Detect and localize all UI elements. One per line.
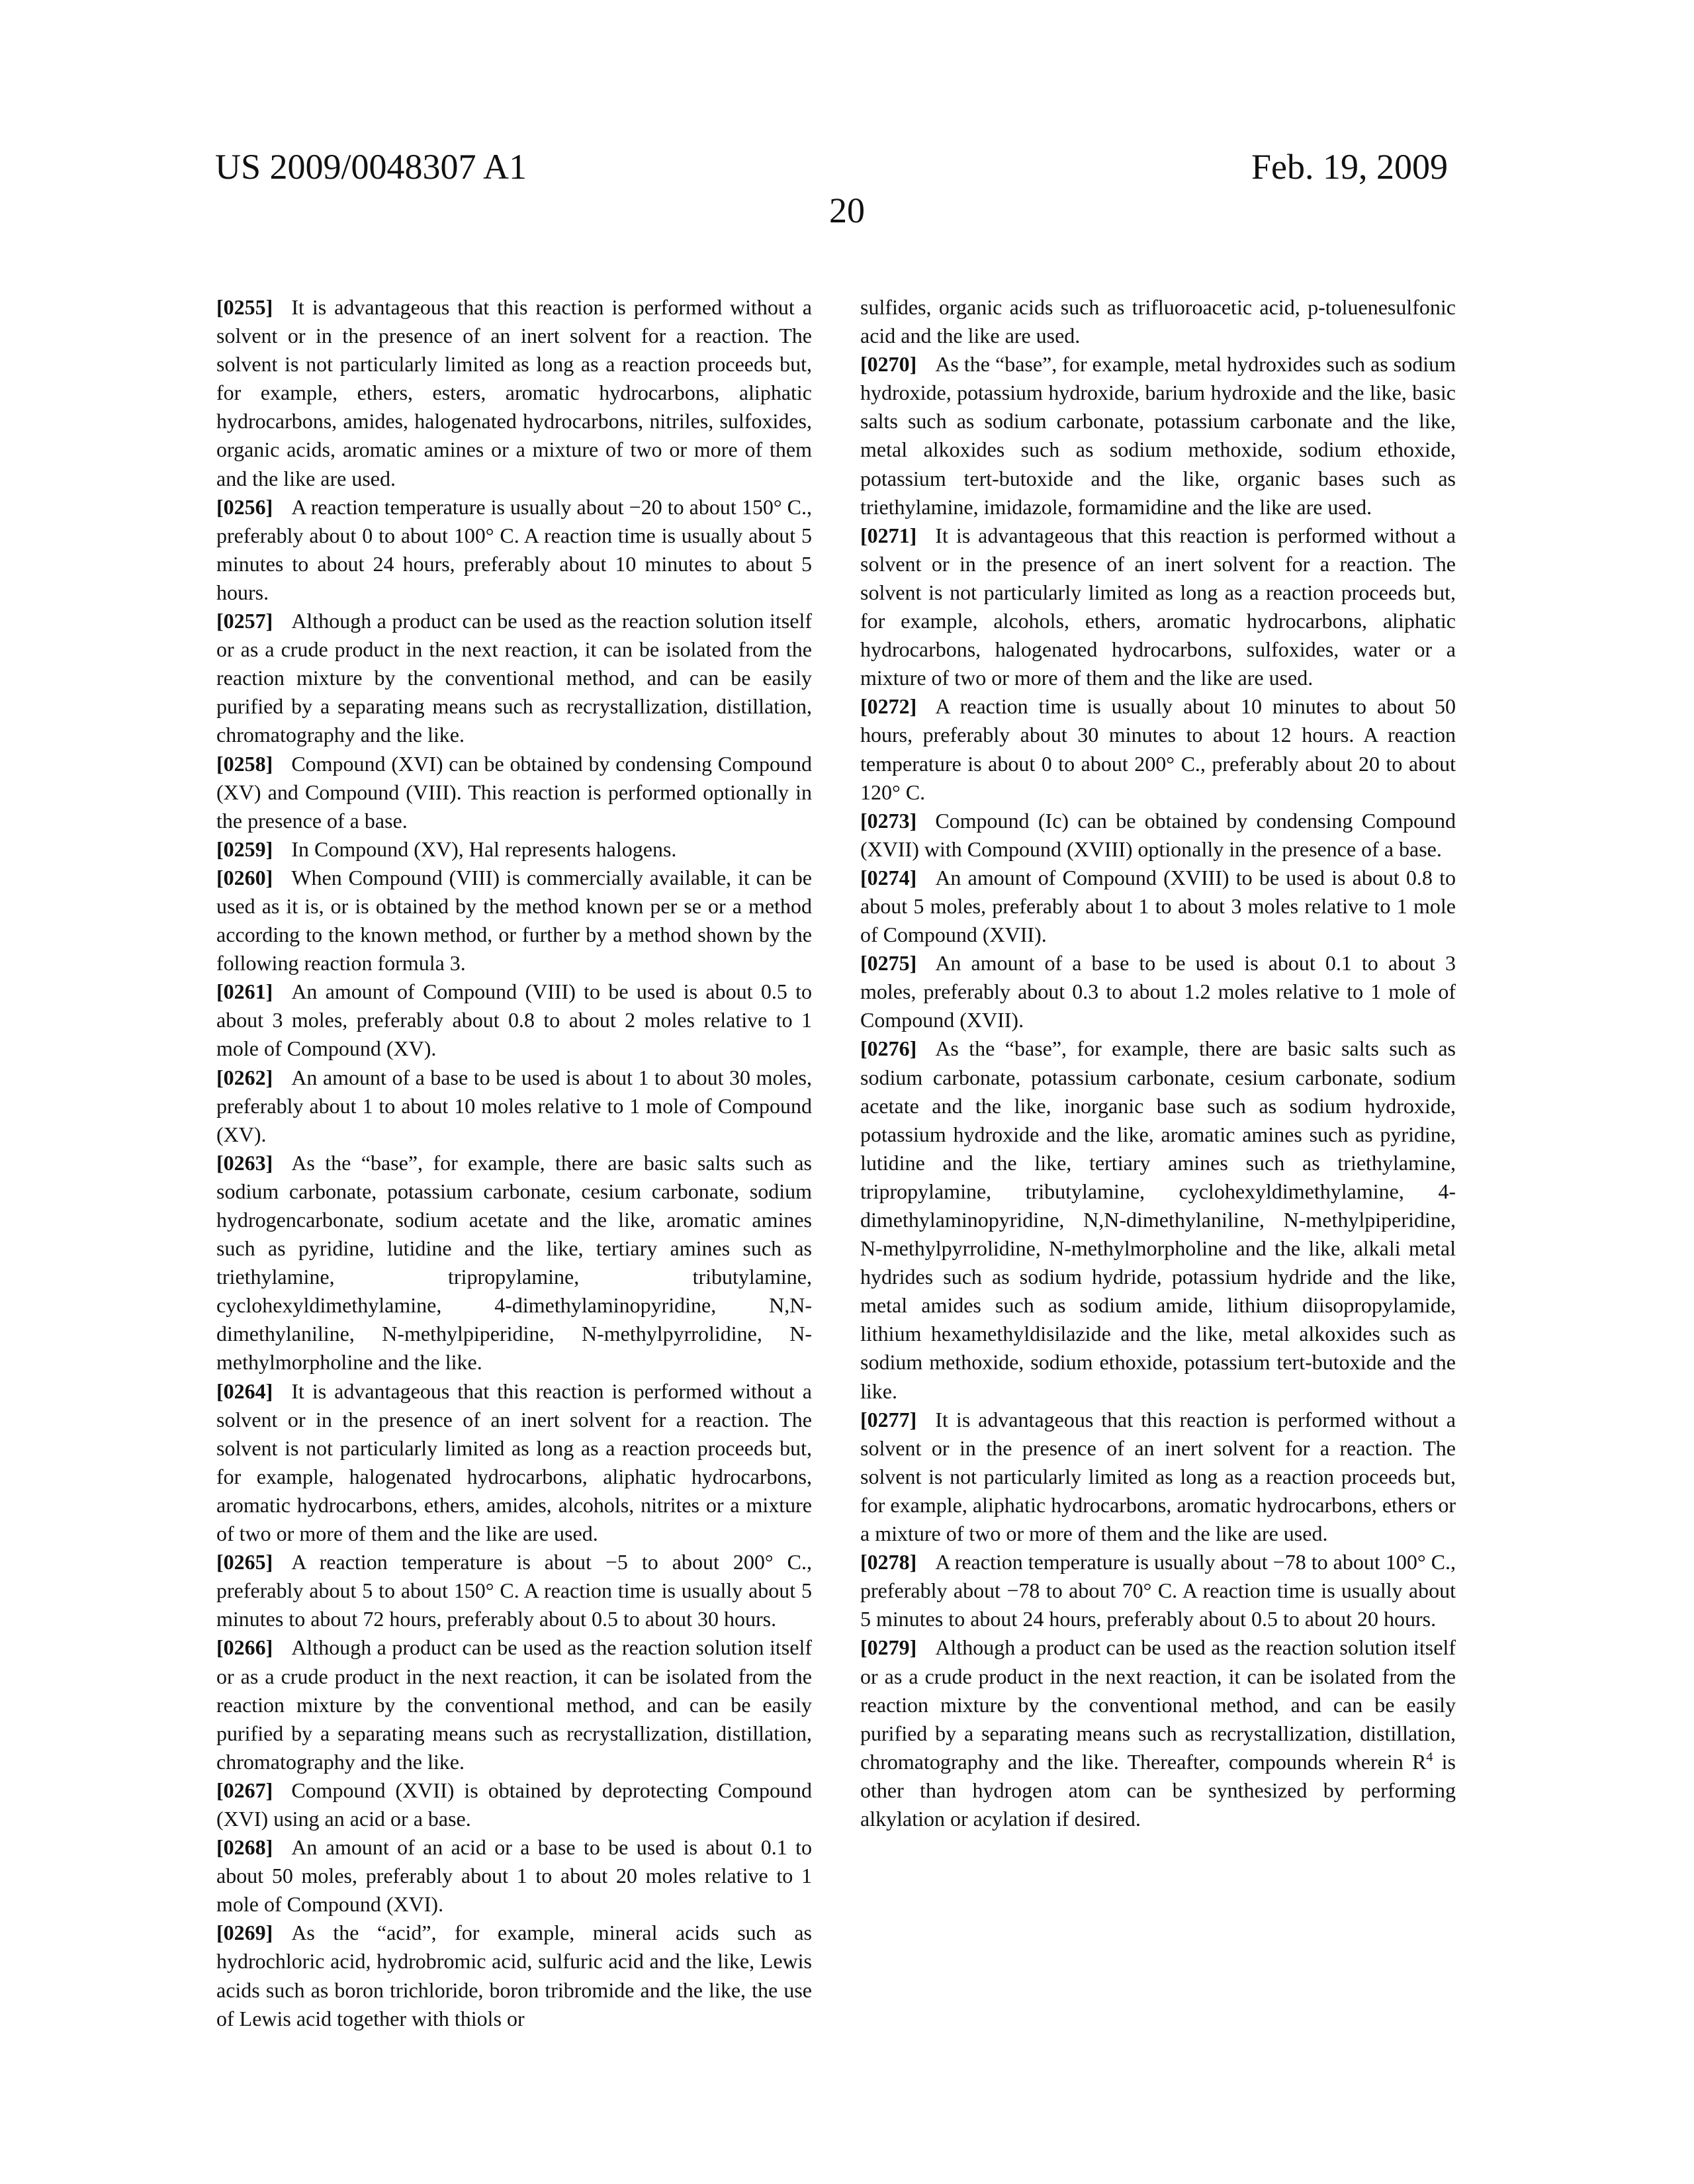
paragraph-number: [0258] [216,752,273,776]
paragraph-text: A reaction temperature is about −5 to about 200° C., preferably about 5 to about 150° C. A reaction time is usually about 5 minutes to about 72 hours, preferably about 0.5 to about 30 hours. [216,1550,812,1631]
paragraph [860,293,1456,350]
paragraph [216,1377,812,1549]
paragraph-number: [0269] [216,1921,273,1944]
paragraph-text: An amount of Compound (VIII) to be used is about 0.5 to about 3 moles, preferably about 0.8 to about 2 moles relative to 1 mole of Compound (XV). [216,979,812,1060]
paragraph [216,864,812,978]
paragraph-text: Although a product can be used as the reaction solution itself or as a crude product in the next reaction, it can be isolated from the reaction mixture by the conventional method, and can be easily purified by a separating means such as recrystallization, distillation, chromatography and the like. Thereafter, compounds wherein R [860,1635,1456,1773]
paragraph [860,522,1456,693]
paragraph [216,835,812,864]
paragraph-number: [0279] [860,1635,916,1659]
paragraph [860,1548,1456,1633]
paragraph-number: [0276] [860,1036,916,1060]
paragraph-number: [0267] [216,1778,273,1802]
paragraph [860,1406,1456,1548]
superscript: 4 [1426,1750,1433,1764]
paragraph [216,750,812,835]
paragraph-number: [0266] [216,1635,273,1659]
paragraph-text: It is advantageous that this reaction is performed without a solvent or in the presence of an inert solvent for a reaction. The solvent is not particularly limited as long as a reaction proceeds but, for example, alcohols, ethers, aromatic hydrocarbons, aliphatic hydrocarbons, halogenated hydrocarbons, sulfoxides, water or a mixture of two or more of them and the like are used. [860,523,1456,690]
paragraph-text: In Compound (XV), Hal represents halogens. [291,837,676,861]
paragraph-text: Although a product can be used as the reaction solution itself or as a crude product in the next reaction, it can be isolated from the reaction mixture by the conventional method, and can be easily purified by a separating means such as recrystallization, distillation, chromatography and the like. [216,609,812,747]
paragraph-text: Compound (XVII) is obtained by deprotecting Compound (XVI) using an acid or a base. [216,1778,812,1831]
paragraph-number: [0264] [216,1379,273,1403]
paragraph-text: An amount of Compound (XVIII) to be used is about 0.8 to about 5 moles, preferably about 1 to about 3 moles relative to 1 mole of Compound (XVII). [860,866,1456,946]
paragraph-text: It is advantageous that this reaction is performed without a solvent or in the presence of an inert solvent for a reaction. The solvent is not particularly limited as long as a reaction proceeds but, for example, aliphatic hydrocarbons, aromatic hydrocarbons, ethers or a mixture of two or more of them and the like are used. [860,1408,1456,1545]
paragraph [216,1149,812,1377]
paragraph [860,692,1456,806]
right-column [860,293,1456,1833]
paragraph [216,1548,812,1633]
paragraph [216,1919,812,2032]
paragraph [860,949,1456,1034]
left-column [216,293,812,2033]
paragraph [216,493,812,607]
paragraph-number: [0259] [216,837,273,861]
paragraph [216,607,812,749]
paragraph [860,1034,1456,1405]
paragraph-number: [0271] [860,523,916,547]
paragraph-text: A reaction time is usually about 10 minutes to about 50 hours, preferably about 30 minutes to about 12 hours. A reaction temperature is about 0 to about 200° C., preferably about 20 to about 120° C. [860,694,1456,803]
publication-date: Feb. 19, 2009 [1251,147,1448,187]
publication-number: US 2009/0048307 A1 [215,147,527,187]
paragraph-number: [0272] [860,694,916,718]
paragraph-number: [0278] [860,1550,916,1574]
paragraph [216,978,812,1063]
paragraph-text: An amount of an acid or a base to be used is about 0.1 to about 50 moles, preferably about 1 to about 20 moles relative to 1 mole of Compound (XVI). [216,1835,812,1916]
paragraph-number: [0277] [860,1408,916,1432]
paragraph-text: A reaction temperature is usually about −20 to about 150° C., preferably about 0 to about 100° C. A reaction time is usually about 5 minutes to about 24 hours, preferably about 10 minutes to about 5 hours. [216,495,812,604]
paragraph [860,864,1456,949]
paragraph-number: [0273] [860,809,916,833]
paragraph-number: [0270] [860,352,916,376]
paragraph-text: An amount of a base to be used is about 1 to about 30 moles, preferably about 1 to about 10 moles relative to 1 mole of Compound (XV). [216,1066,812,1146]
paragraph-text: A reaction temperature is usually about −78 to about 100° C., preferably about −78 to about 70° C. A reaction time is usually about 5 minutes to about 24 hours, preferably about 0.5 to about 20 hours. [860,1550,1456,1631]
paragraph [860,350,1456,522]
paragraph-text: As the “base”, for example, there are basic salts such as sodium carbonate, potassium carbonate, cesium carbonate, sodium hydrogencarbonate, sodium acetate and the like, aromatic amines such as pyridine, lutidine and the like, tertiary amines such as triethylamine, tripropylamine, tributylamine, cyclohexyldimethylamine, 4-dimethylaminopyridine, N,N-dimethylaniline, N-methylpiperidine, N-methylpyrrolidine, N-methylmorpholine and the like. [216,1151,812,1375]
paragraph-text: As the “base”, for example, there are basic salts such as sodium carbonate, potassium carbonate, cesium carbonate, sodium acetate and the like, inorganic base such as sodium hydroxide, potassium hydroxide and the like, aromatic amines such as pyridine, lutidine and the like, tertiary amines such as triethylamine, tripropylamine, tributylamine, cyclohexyldimethylamine, 4-dimethylaminopyridine, N,N-dimethylaniline, N-methylpiperidine, N-methylpyrrolidine, N-methylmorpholine and the like, alkali metal hydrides such as sodium hydride, potassium hydride and the like, metal amides such as sodium amide, lithium diisopropylamide, lithium hexamethyldisilazide and the like, metal alkoxides such as sodium methoxide, sodium ethoxide, potassium tert-butoxide and the like. [860,1036,1456,1402]
paragraph-text: As the “acid”, for example, mineral acids such as hydrochloric acid, hydrobromic acid, sulfuric acid and the like, Lewis acids such as boron trichloride, boron tribromide and the like, the use of Lewis acid together with thiols or [216,1921,812,2030]
paragraph-text: It is advantageous that this reaction is performed without a solvent or in the presence of an inert solvent for a reaction. The solvent is not particularly limited as long as a reaction proceeds but, for example, halogenated hydrocarbons, aliphatic hydrocarbons, aromatic hydrocarbons, ethers, amides, alcohols, nitrites or a mixture of two or more of them and the like are used. [216,1379,812,1545]
paragraph [860,807,1456,864]
paragraph-text: As the “base”, for example, metal hydroxides such as sodium hydroxide, potassium hydroxide, barium hydroxide and the like, basic salts such as sodium carbonate, potassium carbonate and the like, metal alkoxides such as sodium methoxide, sodium ethoxide, potassium tert-butoxide and the like, organic bases such as triethylamine, imidazole, formamidine and the like are used. [860,352,1456,518]
paragraph-text: When Compound (VIII) is commercially available, it can be used as it is, or is obtained by the method known per se or a method according to the known method, or further by a method shown by the following reaction formula 3. [216,866,812,975]
paragraph-text: Although a product can be used as the reaction solution itself or as a crude product in the next reaction, it can be isolated from the reaction mixture by the conventional method, and can be easily purified by a separating means such as recrystallization, distillation, chromatography and the like. [216,1635,812,1773]
paragraph-number: [0274] [860,866,916,889]
paragraph-text: sulfides, organic acids such as trifluoroacetic acid, p-toluenesulfonic acid and the like are used. [860,295,1456,347]
paragraph-number: [0262] [216,1066,273,1089]
paragraph-number: [0257] [216,609,273,633]
paragraph-text: An amount of a base to be used is about 0.1 to about 3 moles, preferably about 0.3 to about 1.2 moles relative to 1 mole of Compound (XVII). [860,951,1456,1032]
paragraph-text: Compound (Ic) can be obtained by condensing Compound (XVII) with Compound (XVIII) optionally in the presence of a base. [860,809,1456,861]
paragraph-number: [0268] [216,1835,273,1859]
paragraph-number: [0260] [216,866,273,889]
paragraph-text: It is advantageous that this reaction is performed without a solvent or in the presence of an inert solvent for a reaction. The solvent is not particularly limited as long as a reaction proceeds but, for example, ethers, esters, aromatic hydrocarbons, aliphatic hydrocarbons, amides, halogenated hydrocarbons, nitriles, sulfoxides, organic acids, aromatic amines or a mixture of two or more of them and the like are used. [216,295,812,490]
paragraph-number: [0275] [860,951,916,975]
paragraph [216,1633,812,1776]
page-number: 20 [0,191,1694,230]
paragraph [216,1833,812,1919]
paragraph [216,1776,812,1833]
paragraph [860,1633,1456,1833]
paragraph-number: [0263] [216,1151,273,1175]
paragraph-text: Compound (XVI) can be obtained by condensing Compound (XV) and Compound (VIII). This reaction is performed optionally in the presence of a base. [216,752,812,833]
paragraph [216,1064,812,1149]
paragraph-number: [0256] [216,495,273,519]
paragraph [216,293,812,493]
paragraph-text-tail: is other than hydrogen atom can be synthesized by performing alkylation or acylation if desired. [860,1750,1456,1831]
paragraph-number: [0265] [216,1550,273,1574]
paragraph-number: [0261] [216,979,273,1003]
paragraph-number: [0255] [216,295,273,319]
